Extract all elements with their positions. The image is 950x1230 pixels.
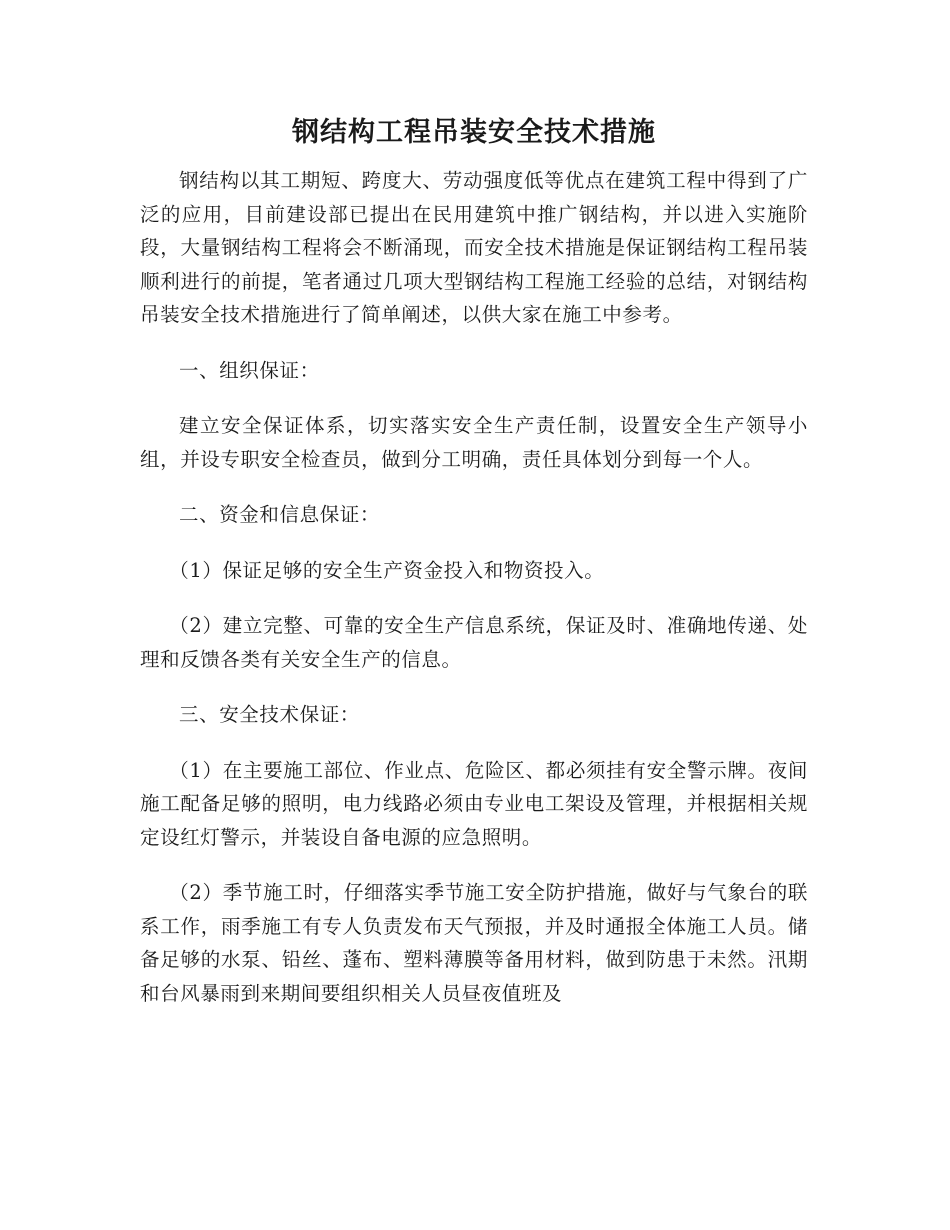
intro-paragraph: 钢结构以其工期短、跨度大、劳动强度低等优点在建筑工程中得到了广泛的应用，目前建设部已提出在民用建筑中推广钢结构，并以进入实施阶段，大量钢结构工程将会不断涌现，而安全技术措施是保证钢结构工程吊装顺利进行的前提，笔者通过几项大型钢结构工程施工经验的总结，对钢结构吊装安全技术措施进行了简单阐述，以供大家在施工中参考。 bbox=[140, 169, 808, 326]
technical-item-2: （2）季节施工时，仔细落实季节施工安全防护措施，做好与气象台的联系工作，雨季施工有专人负责发布天气预报，并及时通报全体施工人员。储备足够的水泵、铅丝、蓬布、塑料薄膜等备用材料，做到防患于未然。汛期和台风暴雨到来期间要组织相关人员昼夜值班及 bbox=[140, 881, 808, 1005]
funding-item-2: （2）建立完整、可靠的安全生产信息系统，保证及时、准确地传递、处理和反馈各类有关安全生产的信息。 bbox=[140, 614, 808, 671]
document-title: 钢结构工程吊装安全技术措施 bbox=[292, 117, 656, 148]
section-heading-organization: 一、组织保证： bbox=[179, 358, 320, 382]
section-heading-technical: 三、安全技术保证： bbox=[179, 703, 360, 726]
section-heading-funding: 二、资金和信息保证： bbox=[179, 503, 381, 526]
organization-paragraph: 建立安全保证体系，切实落实安全生产责任制，设置安全生产领导小组，并设专职安全检查员，做到分工明确，责任具体划分到每一个人。 bbox=[140, 414, 808, 471]
document-page bbox=[140, 108, 808, 1032]
technical-item-1: （1）在主要施工部位、作业点、危险区、都必须挂有安全警示牌。夜间施工配备足够的照明，电力线路必须由专业电工架设及管理，并根据相关规定设红灯警示，并装设自备电源的应急照明。 bbox=[140, 758, 808, 849]
funding-item-1: （1）保证足够的安全生产资金投入和物资投入。 bbox=[169, 558, 605, 582]
